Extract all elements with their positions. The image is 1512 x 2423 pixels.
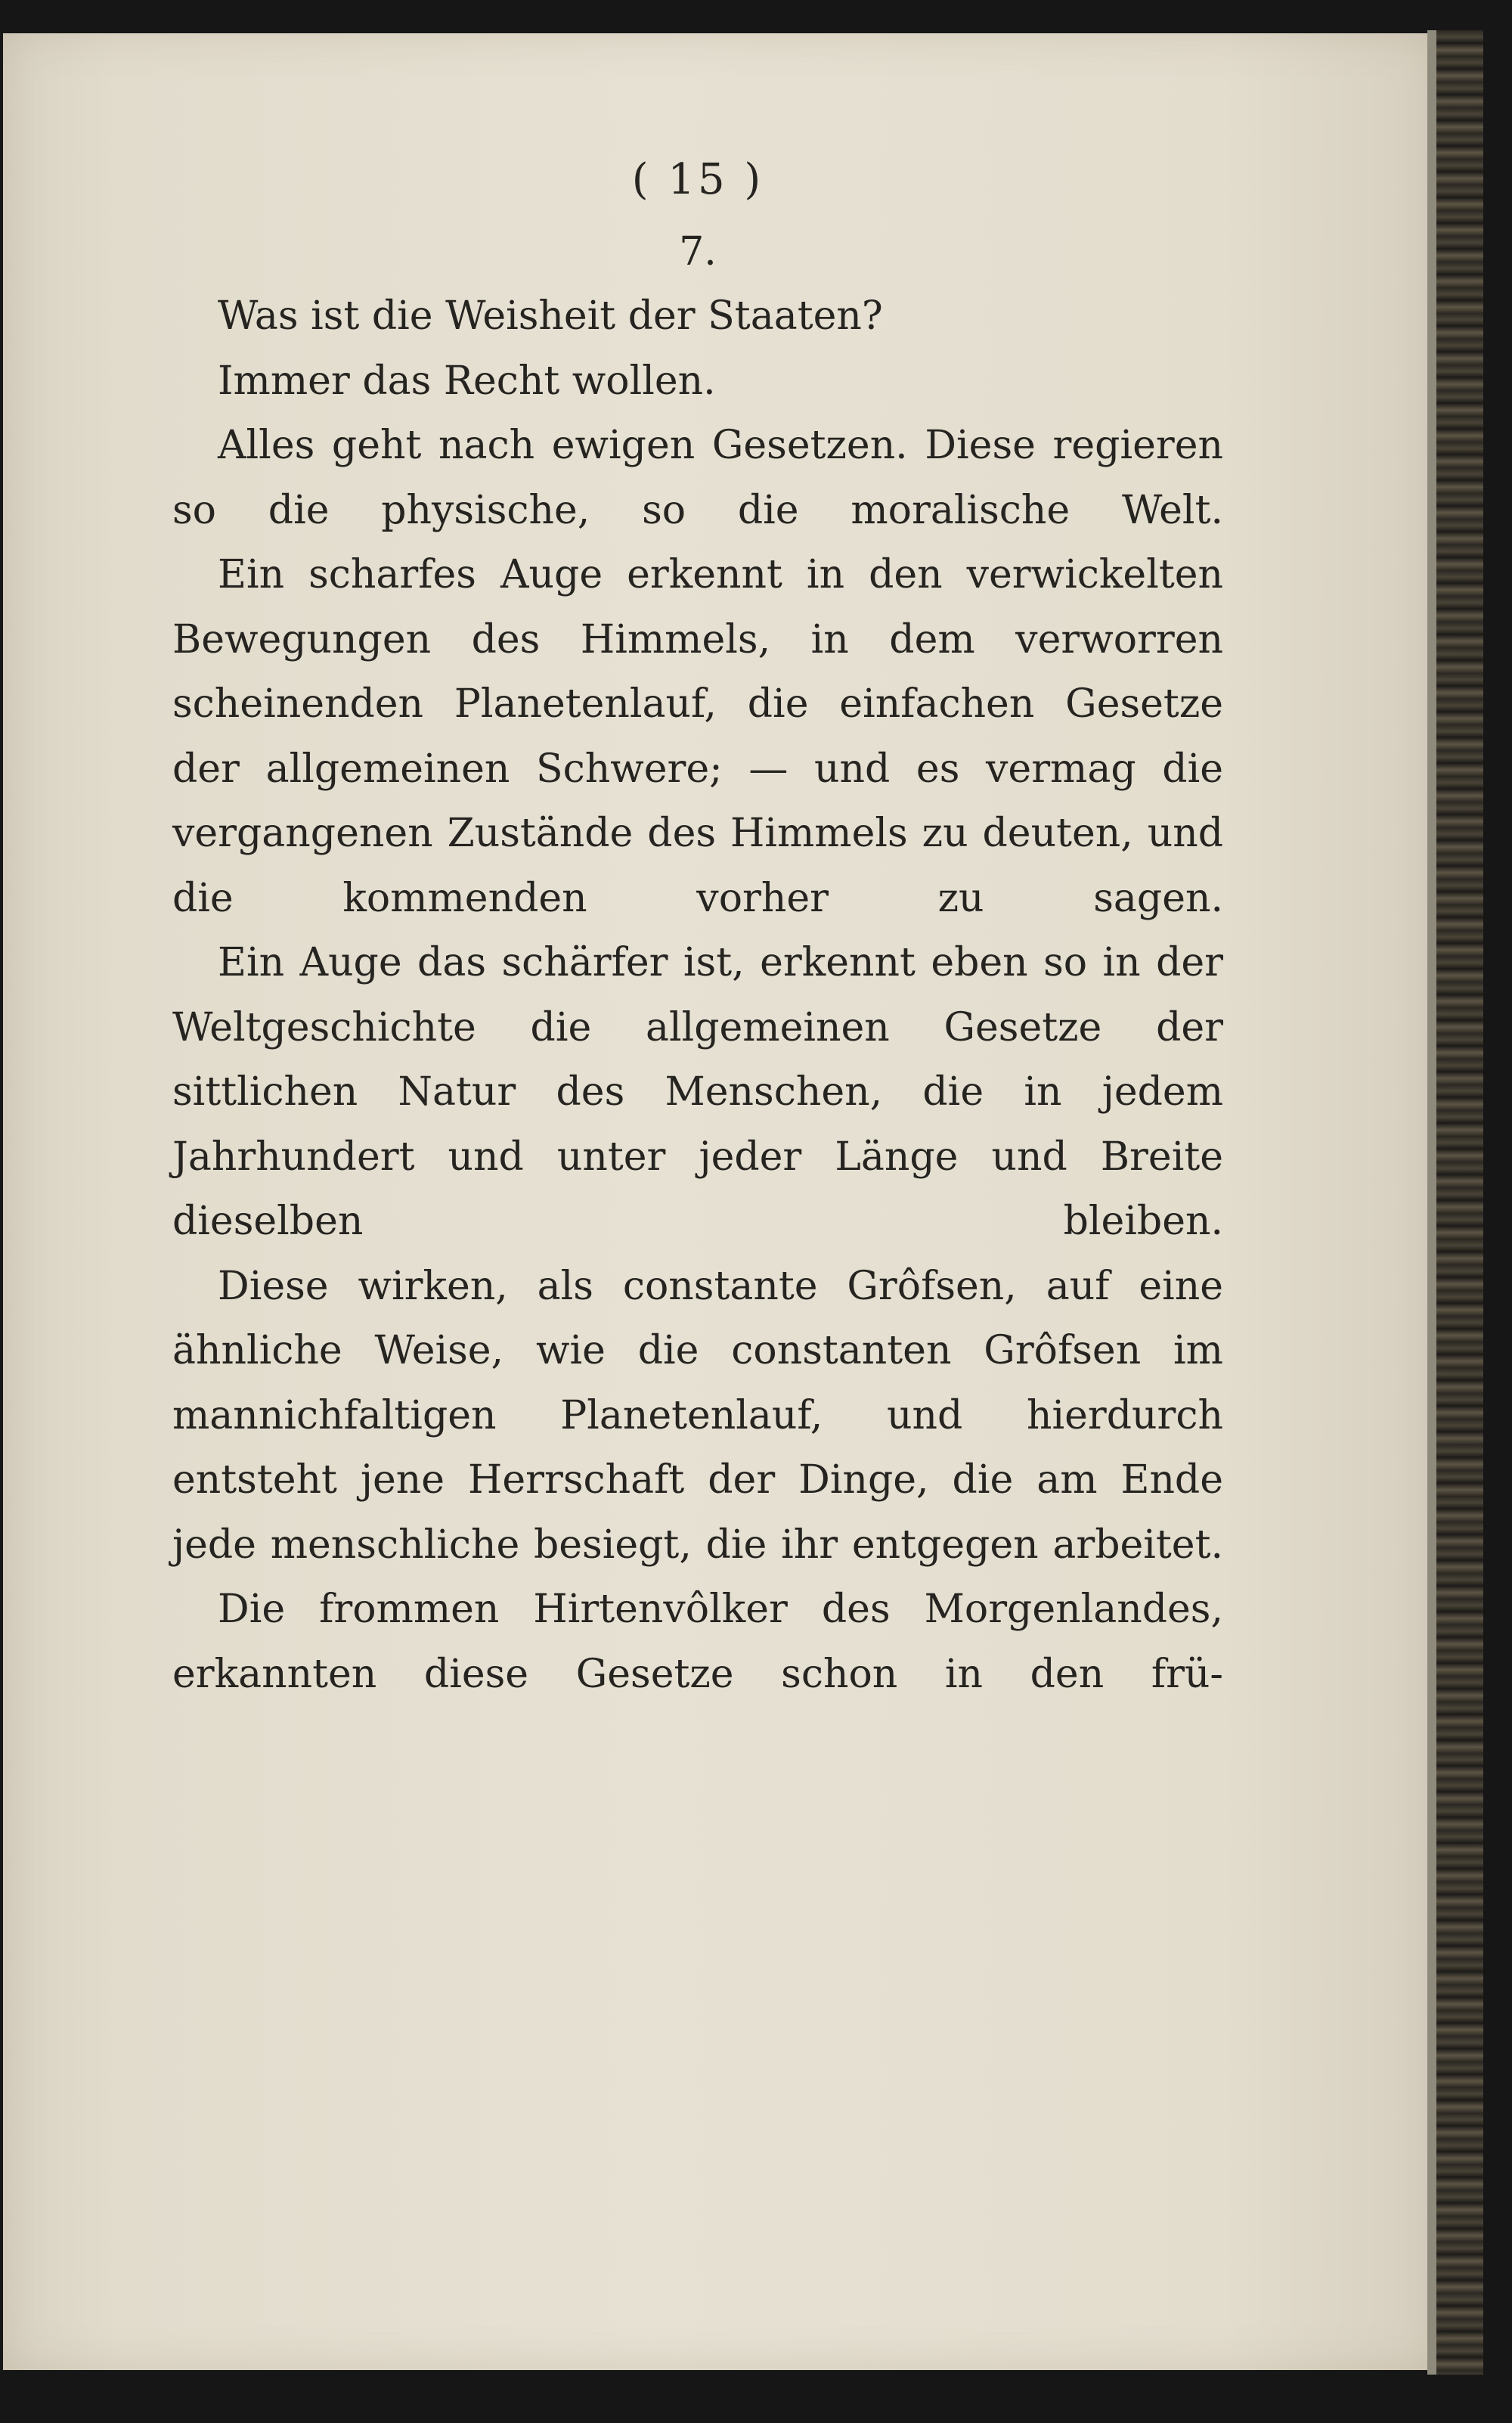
paragraph-eternal-laws: Alles geht nach ewigen Gesetzen. Diese regieren so die physische, so die moralische Welt. bbox=[172, 423, 1223, 533]
paragraph-sharp-eye: Ein scharfes Auge erkennt in den verwickelten Bewegungen des Himmels, in dem verworren scheinenden Planetenlauf, die einfachen Gesetze der allgemeinen Schwere; — und es vermag die vergangenen Zustände des Himmels zu deuten, und die kommenden vorher zu sagen. bbox=[172, 552, 1223, 921]
page-text-block bbox=[172, 147, 1223, 1707]
paragraph-question: Was ist die Weisheit der Staaten? bbox=[218, 293, 883, 339]
paragraph-answer: Immer das Recht wollen. bbox=[218, 358, 716, 404]
paragraph-sharper-eye: Ein Auge das schärfer ist, erkennt eben so in der Weltgeschichte die allgemeinen Gesetze der sittlichen Natur des Menschen, die in jedem Jahrhundert und unter jeder Länge und Breite dieselben bleiben. bbox=[172, 940, 1223, 1244]
section-number: 7. bbox=[679, 228, 717, 275]
paragraph-constant-forces: Diese wirken, als constante Grôfsen, auf eine ähnliche Weise, wie die constanten Grôfsen im mannichfaltigen Planetenlauf, und hierdurch entsteht jene Herrschaft der Dinge, die am Ende jede menschliche besiegt, die ihr entgegen arbeitet. bbox=[172, 1263, 1223, 1568]
book-binding bbox=[1436, 30, 1483, 2375]
paragraph-shepherd-peoples: Die frommen Hirtenvôlker des Morgenlandes, erkannten diese Gesetze schon in den frü- bbox=[172, 1587, 1223, 1697]
page-number: ( 15 ) bbox=[631, 155, 764, 204]
